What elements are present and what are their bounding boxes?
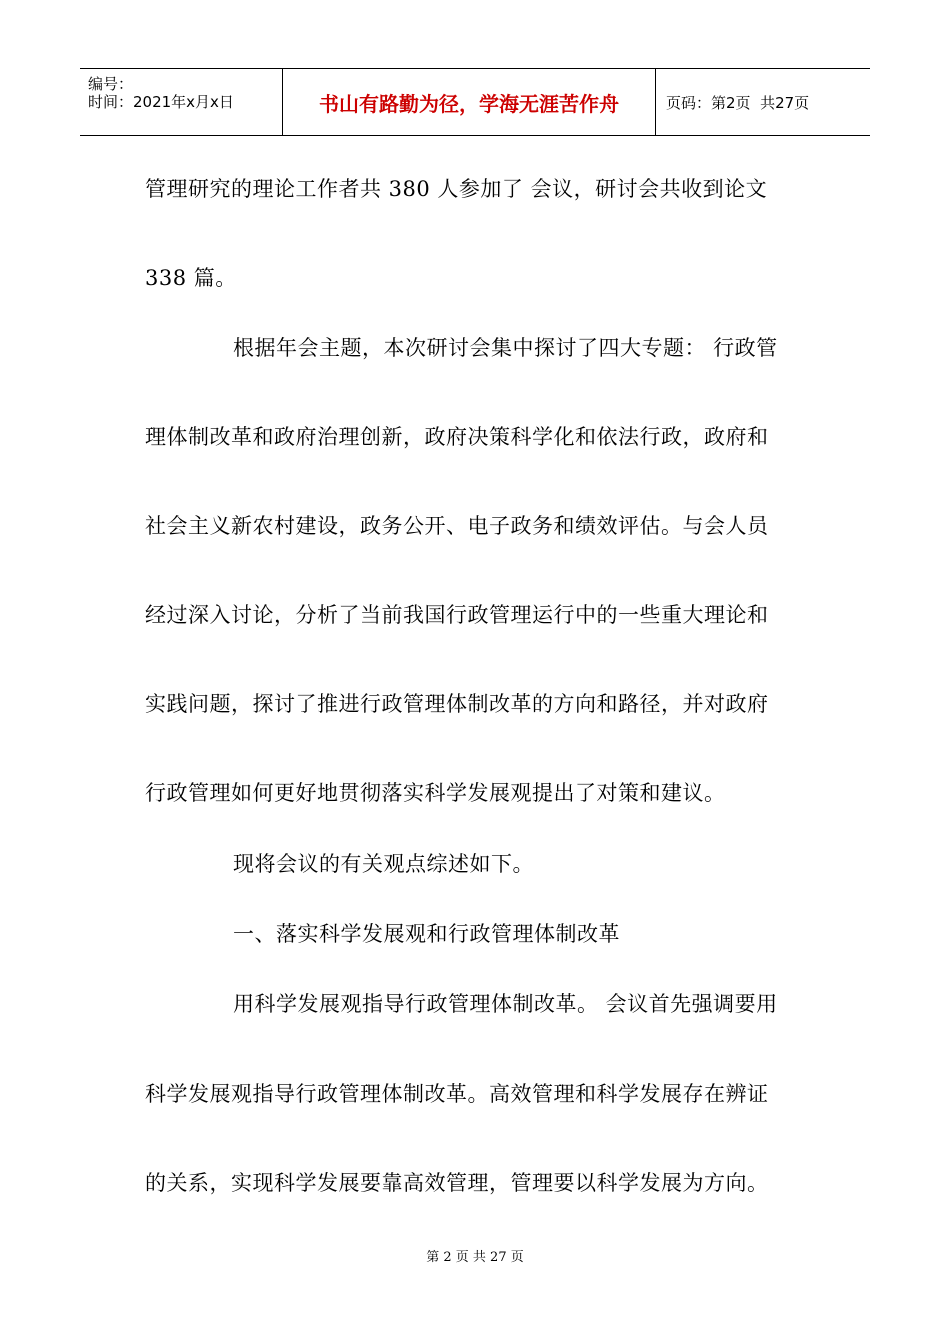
page-footer: 第 2 页 共 27 页 xyxy=(426,1250,524,1265)
header-meta xyxy=(80,69,282,135)
body-line: 根据年会主题，本次研讨会集中探讨了四大专题： 行政管 xyxy=(233,336,778,360)
body-line: 实践问题，探讨了推进行政管理体制改革的方向和路径，并对政府 xyxy=(145,692,769,716)
body-line: 理体制改革和政府治理创新，政府决策科学化和依法行政，政府和 xyxy=(145,425,769,449)
body-line: 社会主义新农村建设，政务公开、电子政务和绩效评估。与会人员 xyxy=(145,514,769,538)
body-line: 现将会议的有关观点综述如下。 xyxy=(233,852,534,876)
header-motto: 书山有路勤为径，学海无涯苦作舟 xyxy=(282,69,656,135)
body-line: 的关系，实现科学发展要靠高效管理，管理要以科学发展为方向。 xyxy=(145,1171,769,1195)
body-line: 管理研究的理论工作者共 380 人参加了 会议，研讨会共收到论文 xyxy=(145,177,768,201)
body-line: 经过深入讨论，分析了当前我国行政管理运行中的一些重大理论和 xyxy=(145,603,769,627)
page-number-label: 页码：第2页 共27页 xyxy=(666,93,810,112)
body-line: 行政管理如何更好地贯彻落实科学发展观提出了对策和建议。 xyxy=(145,781,726,805)
document-number: 编号： xyxy=(88,75,134,93)
body-line: 科学发展观指导行政管理体制改革。高效管理和科学发展存在辨证 xyxy=(145,1082,769,1106)
page-header xyxy=(80,68,870,136)
body-line: 用科学发展观指导行政管理体制改革。 会议首先强调要用 xyxy=(233,992,778,1016)
body-line: 338 篇。 xyxy=(145,266,237,290)
document-date: 时间：2021年x月x日 xyxy=(88,93,234,111)
section-heading: 一、落实科学发展观和行政管理体制改革 xyxy=(233,922,620,946)
header-page-info xyxy=(656,69,870,135)
